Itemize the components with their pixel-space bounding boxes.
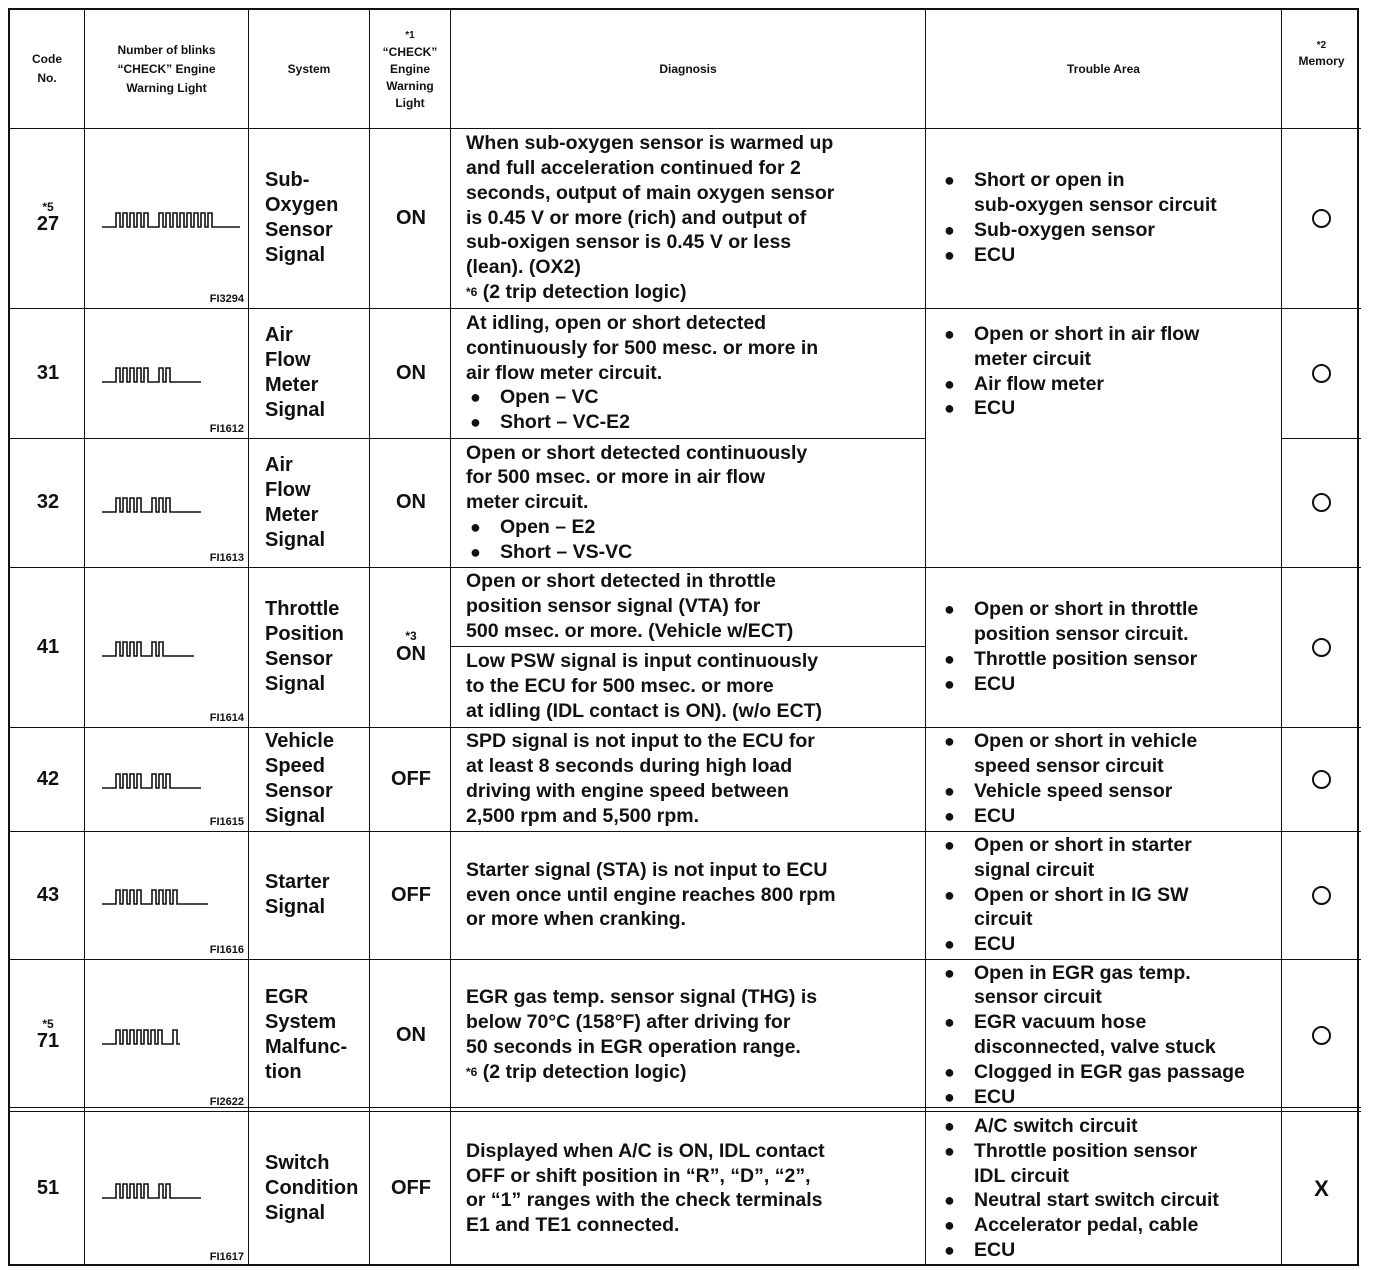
system-line: Flow: [265, 349, 311, 371]
bullet-icon: ●: [470, 516, 481, 537]
system-line: tion: [265, 1061, 302, 1083]
diagnosis-text: [466, 985, 928, 1084]
bullet-icon: ●: [944, 1190, 955, 1211]
bullet-icon: ●: [944, 934, 955, 955]
trouble-text: Open or short in starter signal circuit: [974, 834, 1192, 881]
diagnosis-line: position sensor signal (VTA) for: [466, 594, 761, 617]
code-footnote-mark: *5: [42, 199, 54, 214]
diagnosis-line: below 70°C (158°F) after driving for: [466, 1011, 791, 1034]
system-line: Oxygen: [265, 194, 339, 216]
diagnosis-bullet: [466, 515, 928, 540]
diagnosis-line: meter circuit.: [466, 491, 589, 514]
system-line: Flow: [265, 478, 311, 501]
diagnosis-line: at idling (IDL contact is ON). (w/o ECT): [466, 699, 823, 722]
trouble-text: Accelerator pedal, cable: [974, 1214, 1199, 1237]
bullet-icon: ●: [944, 648, 955, 669]
system-line: Throttle: [265, 598, 340, 620]
system-line: Signal: [265, 805, 326, 827]
check-value: ON: [396, 1023, 426, 1046]
code-value: 51: [36, 1177, 60, 1199]
bullet-icon: ●: [944, 398, 955, 419]
bullet-icon: ●: [944, 170, 955, 191]
trouble-item: [940, 322, 1285, 372]
system-line: Condition: [265, 1177, 359, 1199]
diagnosis-line: Open or short detected in throttle: [466, 570, 776, 592]
bullet-icon: ●: [944, 1061, 955, 1082]
blink-pattern: [86, 438, 248, 567]
bullet-icon: ●: [944, 599, 955, 620]
system-line: Malfunc-: [265, 1036, 348, 1058]
blink-pattern: [86, 128, 248, 308]
system-name: [265, 1111, 375, 1266]
blink-pattern: [86, 831, 248, 959]
diagnosis-line: or more when cranking.: [466, 908, 686, 931]
blink-pattern: [86, 1111, 248, 1266]
blink-pattern: [86, 308, 248, 438]
diagnosis-line: Open or short detected continuously: [466, 441, 808, 464]
diagnosis-text: [466, 311, 928, 435]
blink-pattern: [86, 727, 248, 831]
system-line: Vehicle: [265, 730, 334, 752]
trouble-item: [940, 672, 1285, 697]
trouble-text: Throttle position sensor IDL circuit: [974, 1139, 1198, 1187]
bullet-icon: ●: [470, 412, 481, 433]
note-text: (2 trip detection logic): [477, 280, 687, 303]
code-footnote-mark: *5: [42, 1016, 54, 1031]
system-line: Air: [265, 324, 293, 346]
diagnosis-text: [466, 858, 928, 932]
system-line: Sensor: [265, 219, 333, 241]
trouble-item: [940, 396, 1285, 421]
trouble-item: [940, 243, 1285, 268]
trouble-item: [940, 372, 1285, 397]
trouble-item: [940, 597, 1285, 647]
memory-indicator: [1282, 959, 1361, 1111]
diagnosis-line: for 500 msec. or more in air flow: [466, 466, 766, 489]
check-value: ON: [396, 206, 426, 229]
system-line: System: [265, 1011, 337, 1033]
blink-waveform: [100, 488, 240, 518]
diagnosis-text: [466, 131, 928, 305]
check-light-status: [371, 831, 451, 959]
header-memory: *2 Memory: [1298, 40, 1345, 68]
blink-waveform: [100, 1020, 240, 1050]
header-trouble-area: Trouble Area: [1067, 61, 1140, 76]
trouble-text: Air flow meter: [974, 372, 1105, 395]
figure-id: FI3294: [209, 293, 244, 305]
trouble-text: EGR vacuum hose disconnected, valve stuck: [974, 1011, 1216, 1058]
code-number: [10, 128, 86, 308]
trouble-text: ECU: [974, 933, 1016, 956]
check-footnote-mark: *3: [405, 628, 417, 643]
figure-id: FI1613: [209, 552, 244, 564]
trouble-item: [940, 1139, 1285, 1189]
code-value: 42: [36, 767, 60, 790]
bullet-icon: ●: [944, 324, 955, 344]
bullet-icon: ●: [944, 835, 955, 855]
trouble-item: [940, 932, 1285, 957]
diagnosis-line: sub-oxigen sensor is 0.45 V or less: [466, 231, 792, 254]
circle-icon: [1312, 209, 1331, 228]
diagnosis-line: or “1” ranges with the check terminals: [466, 1189, 823, 1212]
bullet-icon: ●: [470, 387, 481, 408]
trouble-item: [940, 961, 1285, 1011]
header-system: System: [287, 61, 331, 76]
blink-waveform: [100, 632, 240, 662]
code-number: [10, 831, 86, 959]
bullet-icon: ●: [944, 780, 955, 801]
circle-icon: [1312, 493, 1331, 512]
figure-id: FI2622: [209, 1096, 244, 1108]
trouble-text: Open or short in throttle position sensor circuit.: [974, 598, 1199, 646]
diagnosis-text-alt: [466, 649, 928, 723]
diagnosis-line: air flow meter circuit.: [466, 361, 663, 384]
diagnosis-text: [466, 441, 928, 565]
blink-waveform: [100, 764, 240, 794]
system-line: Sensor: [265, 648, 333, 670]
figure-id: FI1617: [209, 1251, 244, 1263]
memory-indicator: [1282, 831, 1361, 959]
diagnosis-line: Starter signal (STA) is not input to ECU: [466, 858, 828, 881]
trouble-item: [940, 1010, 1285, 1060]
code-number: [10, 959, 86, 1111]
bullet-text: Short – VC-E2: [500, 411, 631, 434]
blink-waveform: [100, 358, 240, 388]
bullet-icon: ●: [944, 244, 955, 265]
check-light-status: [371, 128, 451, 308]
diagnosis-bullet: [466, 410, 928, 435]
system-line: Sensor: [265, 780, 333, 802]
trouble-text: ECU: [974, 672, 1016, 695]
check-value: OFF: [391, 1177, 431, 1199]
code-value: 43: [36, 883, 60, 906]
circle-icon: [1312, 364, 1331, 383]
system-line: EGR: [265, 986, 309, 1008]
diagnosis-bullet: [466, 540, 928, 565]
check-light-status: [371, 959, 451, 1111]
trouble-text: Open or short in vehicle speed sensor circuit: [974, 730, 1198, 778]
system-line: Signal: [265, 399, 326, 421]
system-name: [265, 567, 375, 727]
header-code: Code No.: [32, 52, 62, 85]
system-line: Signal: [265, 528, 326, 551]
system-name: [265, 831, 375, 959]
blink-waveform: [100, 880, 240, 910]
diagnosis-line: SPD signal is not input to the ECU for: [466, 730, 815, 753]
system-line: Signal: [265, 896, 326, 918]
figure-id: FI1616: [209, 944, 244, 956]
code-number: [10, 308, 86, 438]
system-name: [265, 727, 375, 831]
blink-pattern: [86, 959, 248, 1111]
trouble-text: Open or short in IG SW circuit: [974, 883, 1189, 931]
trouble-text: ECU: [974, 1239, 1016, 1262]
bullet-text: Short – VS-VC: [500, 540, 633, 563]
diagnosis-text: [466, 729, 928, 828]
trouble-item: [940, 168, 1285, 218]
check-value: OFF: [391, 883, 431, 906]
trouble-area-list: [940, 833, 1285, 957]
diagnosis-note: [466, 1060, 928, 1085]
diagnosis-line: OFF or shift position in “R”, “D”, “2”,: [466, 1164, 811, 1187]
circle-icon: [1312, 886, 1331, 905]
code-value: 71: [36, 1029, 60, 1052]
footnote-mark: *6: [466, 284, 478, 299]
trouble-text: Clogged in EGR gas passage: [974, 1060, 1245, 1083]
trouble-text: Open or short in air flow meter circuit: [974, 323, 1200, 370]
memory-indicator: [1282, 567, 1361, 727]
memory-indicator: [1282, 727, 1361, 831]
diagnostic-code-table: [8, 8, 1359, 1266]
system-line: Signal: [265, 673, 326, 695]
bullet-text: Open – VC: [500, 386, 599, 409]
figure-id: FI1614: [209, 712, 244, 724]
diagnosis-bullet: [466, 385, 928, 410]
bullet-icon: ●: [944, 1140, 955, 1161]
check-value: ON: [396, 642, 426, 665]
system-line: Switch: [265, 1152, 330, 1174]
trouble-item: [940, 833, 1285, 883]
code-number: [10, 727, 86, 831]
code-value: 27: [36, 212, 60, 235]
trouble-text: ECU: [974, 243, 1016, 266]
check-value: OFF: [391, 767, 431, 790]
header-diagnosis: Diagnosis: [659, 61, 717, 76]
system-name: [265, 959, 375, 1111]
trouble-text: ECU: [974, 397, 1016, 420]
system-line: Sub-: [265, 169, 310, 191]
diagnosis-text: [466, 1139, 928, 1238]
bullet-icon: ●: [470, 541, 481, 562]
system-line: Meter: [265, 503, 319, 526]
trouble-area-list: [940, 597, 1285, 696]
trouble-text: Sub-oxygen sensor: [974, 218, 1155, 241]
diagnosis-line: is 0.45 V or more (rich) and output of: [466, 206, 807, 229]
note-text: (2 trip detection logic): [477, 1060, 687, 1083]
trouble-item: [940, 1238, 1285, 1263]
diagnosis-line: E1 and TE1 connected.: [466, 1214, 680, 1237]
trouble-item: [940, 1188, 1285, 1213]
trouble-item: [940, 1114, 1285, 1139]
diagnosis-line: EGR gas temp. sensor signal (THG) is: [466, 986, 818, 1009]
code-value: 32: [36, 491, 60, 513]
check-light-status: [371, 727, 451, 831]
blink-waveform: [100, 1174, 240, 1204]
system-line: Speed: [265, 755, 326, 777]
code-number: [10, 1111, 86, 1266]
bullet-icon: ●: [944, 1240, 955, 1261]
diagnosis-line: continuously for 500 mesc. or more in: [466, 336, 819, 359]
trouble-item: [940, 729, 1285, 779]
check-value: ON: [396, 361, 426, 384]
header-blinks: Number of blinks “CHECK” Engine Warning Light: [117, 42, 216, 95]
bullet-icon: ●: [944, 1116, 955, 1137]
diagnosis-line: driving with engine speed between: [466, 779, 789, 802]
bullet-icon: ●: [944, 1215, 955, 1236]
trouble-area-list: [940, 168, 1285, 267]
diagnosis-line: Low PSW signal is input continuously: [466, 650, 819, 672]
memory-indicator: [1282, 438, 1361, 567]
trouble-item: [940, 779, 1285, 804]
check-light-status: [371, 1111, 451, 1266]
check-light-status: [371, 308, 451, 438]
trouble-area-list: [940, 1114, 1285, 1263]
diagnosis-line: 2,500 rpm and 5,500 rpm.: [466, 804, 700, 827]
trouble-item: [940, 883, 1285, 933]
code-number: [10, 567, 86, 727]
bullet-icon: ●: [944, 219, 955, 240]
trouble-text: Vehicle speed sensor: [974, 779, 1173, 802]
system-name: [265, 128, 375, 308]
bullet-icon: ●: [944, 962, 955, 983]
system-name: [265, 308, 375, 438]
bullet-icon: ●: [944, 1012, 955, 1033]
trouble-text: ECU: [974, 1085, 1016, 1108]
system-line: Starter: [265, 871, 330, 893]
trouble-area-list: [940, 322, 1285, 421]
bullet-icon: ●: [944, 884, 955, 905]
diagnosis-note: [466, 280, 928, 305]
trouble-text: Throttle position sensor: [974, 647, 1198, 670]
trouble-item: [940, 1213, 1285, 1238]
bullet-icon: ●: [944, 1086, 955, 1107]
trouble-area-list: [940, 961, 1285, 1110]
diagnosis-line: At idling, open or short detected: [466, 312, 767, 334]
system-line: Signal: [265, 244, 326, 266]
diagnosis-line: at least 8 seconds during high load: [466, 755, 793, 778]
diagnosis-line: and full acceleration continued for 2: [466, 156, 801, 179]
bullet-icon: ●: [944, 373, 955, 394]
diagnosis-line: Displayed when A/C is ON, IDL contact: [466, 1139, 825, 1162]
trouble-text: Open in EGR gas temp. sensor circuit: [974, 961, 1191, 1009]
trouble-item: [940, 647, 1285, 672]
figure-id: FI1612: [209, 423, 244, 435]
memory-indicator: [1282, 1111, 1361, 1266]
diagnosis-line: to the ECU for 500 msec. or more: [466, 674, 774, 697]
check-light-status: [371, 567, 451, 727]
trouble-item: [940, 1060, 1285, 1085]
trouble-area-list: [940, 729, 1285, 828]
check-light-status: [371, 438, 451, 567]
header-check: *1 “CHECK” Engine Warning Light: [382, 29, 438, 110]
trouble-text: Neutral start switch circuit: [974, 1189, 1219, 1212]
bullet-icon: ●: [944, 731, 955, 752]
system-line: Position: [265, 623, 344, 645]
system-line: Air: [265, 453, 293, 476]
bullet-text: Open – E2: [500, 515, 596, 538]
circle-icon: [1312, 638, 1331, 657]
trouble-text: ECU: [974, 804, 1016, 827]
code-value: 31: [36, 361, 60, 384]
blink-pattern: [86, 567, 248, 727]
footnote-mark: *6: [466, 1064, 478, 1079]
diagnosis-line: seconds, output of main oxygen sensor: [466, 181, 835, 204]
trouble-item: [940, 218, 1285, 243]
system-line: Signal: [265, 1202, 326, 1224]
bullet-icon: ●: [944, 805, 955, 826]
check-value: ON: [396, 491, 426, 513]
blink-waveform: [100, 203, 240, 233]
bullet-icon: ●: [944, 673, 955, 694]
circle-icon: [1312, 770, 1331, 789]
diagnosis-line: 500 msec. or more. (Vehicle w/ECT): [466, 619, 794, 642]
figure-id: FI1615: [209, 816, 244, 828]
trouble-text: Short or open in sub-oxygen sensor circuit: [974, 169, 1217, 217]
circle-icon: [1312, 1026, 1331, 1045]
diagnosis-line: 50 seconds in EGR operation range.: [466, 1035, 801, 1058]
diagnosis-line: When sub-oxygen sensor is warmed up: [466, 132, 834, 155]
trouble-item: [940, 1085, 1285, 1110]
memory-indicator: [1282, 308, 1361, 438]
trouble-item: [940, 804, 1285, 829]
system-name: [265, 438, 375, 567]
diagnosis-text: [466, 569, 928, 643]
memory-value: X: [1314, 1175, 1329, 1201]
trouble-text: A/C switch circuit: [974, 1115, 1138, 1138]
code-number: [10, 438, 86, 567]
diagnosis-line: even once until engine reaches 800 rpm: [466, 883, 836, 906]
system-line: Meter: [265, 374, 319, 396]
code-value: 41: [36, 635, 60, 658]
memory-indicator: [1282, 128, 1361, 308]
diagnosis-line: (lean). (OX2): [466, 256, 581, 279]
